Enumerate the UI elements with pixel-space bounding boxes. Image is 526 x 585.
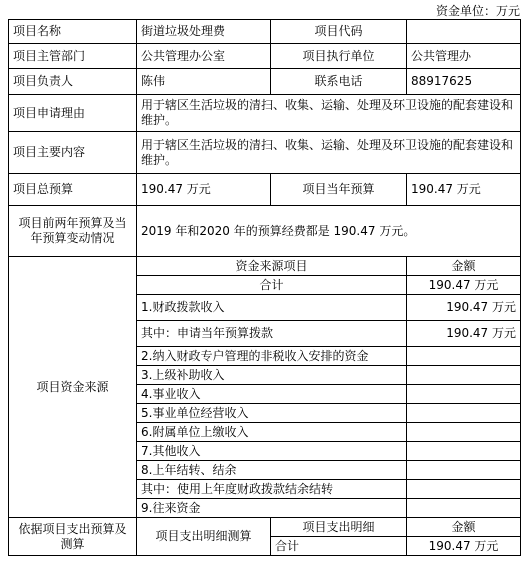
owner-value: 陈伟 xyxy=(137,69,271,95)
expense-header-row xyxy=(9,518,521,537)
project-name-value: 街道垃圾处理费 xyxy=(137,20,271,44)
expense-amount-header: 金额 xyxy=(407,518,521,537)
funding-item-label: 1.财政拨款收入 xyxy=(137,295,407,321)
reason-label: 项目申请理由 xyxy=(9,95,137,132)
row-content xyxy=(9,132,521,174)
row-department xyxy=(9,44,521,69)
funding-item-label: 7.其他收入 xyxy=(137,442,407,461)
expense-detail-header: 项目支出明细 xyxy=(271,518,407,537)
exec-unit-label: 项目执行单位 xyxy=(271,44,407,69)
funding-item-label: 4.事业收入 xyxy=(137,385,407,404)
funding-amount-header: 金额 xyxy=(407,257,521,276)
project-name-label: 项目名称 xyxy=(9,20,137,44)
owner-label: 项目负责人 xyxy=(9,69,137,95)
funding-item-amount xyxy=(407,347,521,366)
funding-item-label: 9.往来资金 xyxy=(137,499,407,518)
funding-item-label: 其中：申请当年预算拨款 xyxy=(137,321,407,347)
funding-item-label: 其中：使用上年度财政拨款结余结转 xyxy=(137,480,407,499)
department-label: 项目主管部门 xyxy=(9,44,137,69)
content-value: 用于辖区生活垃圾的清扫、收集、运输、处理及环卫设施的配套建设和维护。 xyxy=(137,132,521,174)
expense-total-amount: 190.47 万元 xyxy=(407,537,521,556)
funding-item-label: 6.附属单位上缴收入 xyxy=(137,423,407,442)
funding-item-amount xyxy=(407,442,521,461)
project-budget-table xyxy=(8,19,521,556)
funding-header-row xyxy=(9,257,521,276)
year-budget-label: 项目当年预算 xyxy=(271,174,407,206)
total-budget-label: 项目总预算 xyxy=(9,174,137,206)
funding-source-header: 资金来源项目 xyxy=(137,257,407,276)
expense-section-label: 依据项目支出预算及测算 xyxy=(9,518,137,556)
funding-item-amount: 190.47 万元 xyxy=(407,295,521,321)
row-reason xyxy=(9,95,521,132)
reason-value: 用于辖区生活垃圾的清扫、收集、运输、处理及环卫设施的配套建设和维护。 xyxy=(137,95,521,132)
year-budget-value: 190.47 万元 xyxy=(407,174,521,206)
total-budget-value: 190.47 万元 xyxy=(137,174,271,206)
funding-item-amount xyxy=(407,461,521,480)
phone-value: 88917625 xyxy=(407,69,521,95)
expense-detail-calc-label: 项目支出明细测算 xyxy=(137,518,271,556)
row-project-name xyxy=(9,20,521,44)
currency-unit: 资金单位：万元 xyxy=(435,4,520,18)
funding-item-amount xyxy=(407,404,521,423)
funding-item-amount: 190.47 万元 xyxy=(407,321,521,347)
funding-item-amount xyxy=(407,499,521,518)
phone-label: 联系电话 xyxy=(271,69,407,95)
funding-item-amount xyxy=(407,385,521,404)
budget-change-value: 2019 年和2020 年的预算经费都是 190.47 万元。 xyxy=(137,206,521,257)
funding-item-amount xyxy=(407,366,521,385)
funding-item-amount: 190.47 万元 xyxy=(407,276,521,295)
funding-item-amount xyxy=(407,480,521,499)
budget-change-label: 项目前两年预算及当年预算变动情况 xyxy=(9,206,137,257)
funding-item-label: 合计 xyxy=(137,276,407,295)
funding-item-label: 8.上年结转、结余 xyxy=(137,461,407,480)
funding-item-label: 2.纳入财政专户管理的非税收入安排的资金 xyxy=(137,347,407,366)
funding-section-label: 项目资金来源 xyxy=(9,257,137,518)
funding-item-label: 5.事业单位经营收入 xyxy=(137,404,407,423)
funding-item-amount xyxy=(407,423,521,442)
department-value: 公共管理办公室 xyxy=(137,44,271,69)
exec-unit-value: 公共管理办 xyxy=(407,44,521,69)
row-budget-change xyxy=(9,206,521,257)
row-budget xyxy=(9,174,521,206)
funding-item-label: 3.上级补助收入 xyxy=(137,366,407,385)
expense-total-label: 合计 xyxy=(271,537,407,556)
project-code-label: 项目代码 xyxy=(271,20,407,44)
project-code-value xyxy=(407,20,521,44)
content-label: 项目主要内容 xyxy=(9,132,137,174)
row-owner xyxy=(9,69,521,95)
